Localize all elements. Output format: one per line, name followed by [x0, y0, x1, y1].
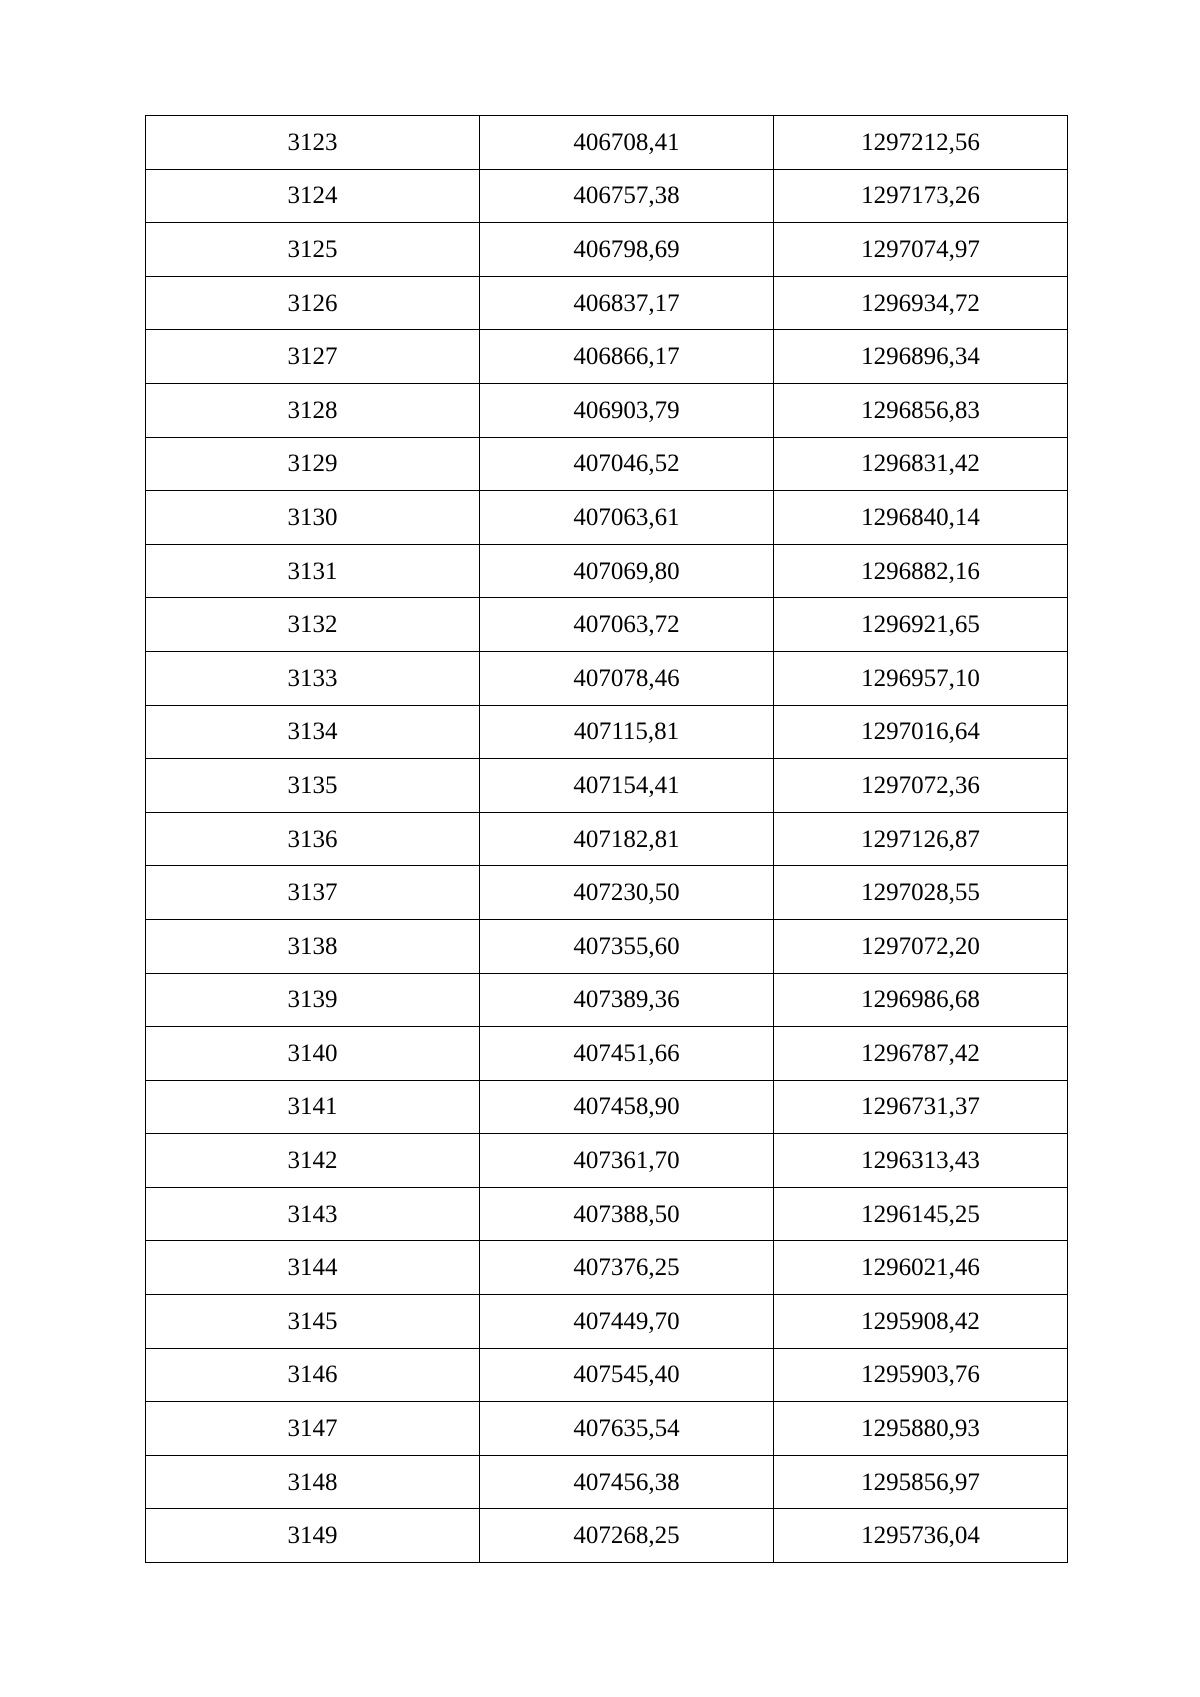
- y-coordinate-cell: 1296986,68: [774, 973, 1068, 1027]
- table-row: [146, 223, 1068, 277]
- table-row: [146, 437, 1068, 491]
- table-row: [146, 1509, 1068, 1563]
- x-coordinate-cell: 406708,41: [480, 116, 774, 170]
- point-number-cell: 3123: [146, 116, 480, 170]
- table-row: [146, 169, 1068, 223]
- y-coordinate-cell: 1296145,25: [774, 1187, 1068, 1241]
- x-coordinate-cell: 407361,70: [480, 1134, 774, 1188]
- point-number-cell: 3140: [146, 1027, 480, 1081]
- table-row: [146, 919, 1068, 973]
- y-coordinate-cell: 1296921,65: [774, 598, 1068, 652]
- x-coordinate-cell: 407182,81: [480, 812, 774, 866]
- table-row: [146, 276, 1068, 330]
- y-coordinate-cell: 1295856,97: [774, 1455, 1068, 1509]
- x-coordinate-cell: 406903,79: [480, 383, 774, 437]
- x-coordinate-cell: 407115,81: [480, 705, 774, 759]
- point-number-cell: 3132: [146, 598, 480, 652]
- x-coordinate-cell: 407389,36: [480, 973, 774, 1027]
- point-number-cell: 3145: [146, 1295, 480, 1349]
- point-number-cell: 3126: [146, 276, 480, 330]
- y-coordinate-cell: 1295908,42: [774, 1295, 1068, 1349]
- point-number-cell: 3131: [146, 544, 480, 598]
- y-coordinate-cell: 1297072,36: [774, 759, 1068, 813]
- y-coordinate-cell: 1296957,10: [774, 651, 1068, 705]
- table-row: [146, 651, 1068, 705]
- x-coordinate-cell: 406757,38: [480, 169, 774, 223]
- point-number-cell: 3136: [146, 812, 480, 866]
- point-number-cell: 3130: [146, 491, 480, 545]
- x-coordinate-cell: 407154,41: [480, 759, 774, 813]
- y-coordinate-cell: 1297072,20: [774, 919, 1068, 973]
- y-coordinate-cell: 1296896,34: [774, 330, 1068, 384]
- point-number-cell: 3147: [146, 1402, 480, 1456]
- table-row: [146, 866, 1068, 920]
- x-coordinate-cell: 407063,72: [480, 598, 774, 652]
- table-row: [146, 1402, 1068, 1456]
- x-coordinate-cell: 407456,38: [480, 1455, 774, 1509]
- y-coordinate-cell: 1297016,64: [774, 705, 1068, 759]
- table-row: [146, 812, 1068, 866]
- x-coordinate-cell: 407063,61: [480, 491, 774, 545]
- table-row: [146, 705, 1068, 759]
- coordinates-table: [145, 115, 1068, 1563]
- point-number-cell: 3124: [146, 169, 480, 223]
- table-row: [146, 491, 1068, 545]
- point-number-cell: 3139: [146, 973, 480, 1027]
- table-row: [146, 1187, 1068, 1241]
- y-coordinate-cell: 1296856,83: [774, 383, 1068, 437]
- y-coordinate-cell: 1295880,93: [774, 1402, 1068, 1456]
- x-coordinate-cell: 407268,25: [480, 1509, 774, 1563]
- y-coordinate-cell: 1297028,55: [774, 866, 1068, 920]
- table-row: [146, 598, 1068, 652]
- x-coordinate-cell: 407355,60: [480, 919, 774, 973]
- table-row: [146, 1134, 1068, 1188]
- y-coordinate-cell: 1296831,42: [774, 437, 1068, 491]
- x-coordinate-cell: 407451,66: [480, 1027, 774, 1081]
- point-number-cell: 3127: [146, 330, 480, 384]
- table-row: [146, 544, 1068, 598]
- table-row: [146, 973, 1068, 1027]
- y-coordinate-cell: 1297074,97: [774, 223, 1068, 277]
- point-number-cell: 3137: [146, 866, 480, 920]
- table-row: [146, 1295, 1068, 1349]
- point-number-cell: 3128: [146, 383, 480, 437]
- point-number-cell: 3148: [146, 1455, 480, 1509]
- table-row: [146, 1241, 1068, 1295]
- table-row: [146, 759, 1068, 813]
- x-coordinate-cell: 407545,40: [480, 1348, 774, 1402]
- y-coordinate-cell: 1295903,76: [774, 1348, 1068, 1402]
- point-number-cell: 3129: [146, 437, 480, 491]
- table-row: [146, 1027, 1068, 1081]
- point-number-cell: 3141: [146, 1080, 480, 1134]
- x-coordinate-cell: 407449,70: [480, 1295, 774, 1349]
- point-number-cell: 3149: [146, 1509, 480, 1563]
- y-coordinate-cell: 1295736,04: [774, 1509, 1068, 1563]
- point-number-cell: 3144: [146, 1241, 480, 1295]
- x-coordinate-cell: 407458,90: [480, 1080, 774, 1134]
- table-row: [146, 1348, 1068, 1402]
- y-coordinate-cell: 1297173,26: [774, 169, 1068, 223]
- point-number-cell: 3142: [146, 1134, 480, 1188]
- x-coordinate-cell: 407635,54: [480, 1402, 774, 1456]
- x-coordinate-cell: 407230,50: [480, 866, 774, 920]
- point-number-cell: 3134: [146, 705, 480, 759]
- y-coordinate-cell: 1296731,37: [774, 1080, 1068, 1134]
- x-coordinate-cell: 407078,46: [480, 651, 774, 705]
- x-coordinate-cell: 406866,17: [480, 330, 774, 384]
- point-number-cell: 3143: [146, 1187, 480, 1241]
- point-number-cell: 3146: [146, 1348, 480, 1402]
- point-number-cell: 3138: [146, 919, 480, 973]
- x-coordinate-cell: 407388,50: [480, 1187, 774, 1241]
- x-coordinate-cell: 407069,80: [480, 544, 774, 598]
- y-coordinate-cell: 1297126,87: [774, 812, 1068, 866]
- table-row: [146, 1455, 1068, 1509]
- y-coordinate-cell: 1296882,16: [774, 544, 1068, 598]
- coordinates-table-body: [146, 116, 1068, 1563]
- y-coordinate-cell: 1296787,42: [774, 1027, 1068, 1081]
- y-coordinate-cell: 1296840,14: [774, 491, 1068, 545]
- table-row: [146, 1080, 1068, 1134]
- y-coordinate-cell: 1297212,56: [774, 116, 1068, 170]
- y-coordinate-cell: 1296021,46: [774, 1241, 1068, 1295]
- point-number-cell: 3125: [146, 223, 480, 277]
- x-coordinate-cell: 407376,25: [480, 1241, 774, 1295]
- x-coordinate-cell: 406837,17: [480, 276, 774, 330]
- point-number-cell: 3135: [146, 759, 480, 813]
- x-coordinate-cell: 406798,69: [480, 223, 774, 277]
- x-coordinate-cell: 407046,52: [480, 437, 774, 491]
- table-row: [146, 116, 1068, 170]
- y-coordinate-cell: 1296313,43: [774, 1134, 1068, 1188]
- y-coordinate-cell: 1296934,72: [774, 276, 1068, 330]
- point-number-cell: 3133: [146, 651, 480, 705]
- table-row: [146, 383, 1068, 437]
- table-row: [146, 330, 1068, 384]
